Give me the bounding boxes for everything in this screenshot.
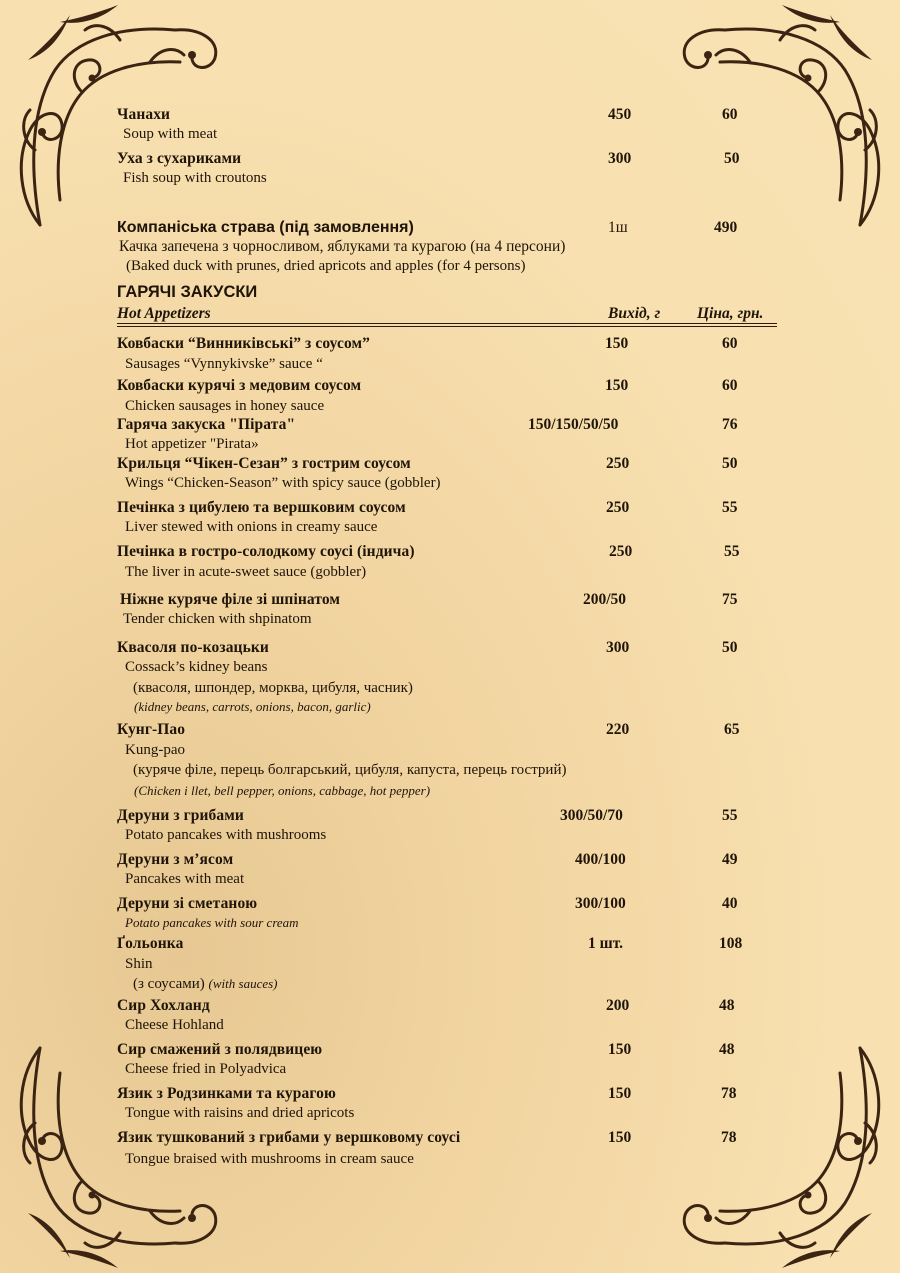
menu-item-name: Сир смажений з полядвицею — [117, 1041, 323, 1058]
menu-item-price: 50 — [722, 455, 738, 472]
menu-item-price: 50 — [724, 150, 740, 167]
menu-item-translation: The liver in acute-sweet sauce (gobbler) — [125, 564, 367, 580]
menu-item-name: Гаряча закуска "Пірата" — [117, 416, 296, 433]
menu-item-name: Уха з сухариками — [117, 150, 242, 167]
menu-item-ingredients — [133, 976, 278, 993]
company-dish-title: Компаніська страва (під замовлення) — [117, 219, 414, 236]
menu-item-weight: 150 — [608, 1085, 632, 1102]
menu-item-weight: 150 — [605, 377, 629, 394]
menu-item-weight: 150 — [608, 1129, 632, 1146]
menu-item-translation: Pancakes with meat — [125, 871, 245, 887]
menu-item-name: Кунг-Пао — [117, 721, 186, 738]
menu-item-translation: Cheese Hohland — [125, 1017, 224, 1033]
menu-item-name: Ковбаски “Винниківські” з соусом” — [117, 335, 371, 352]
menu-item-weight: 250 — [606, 499, 630, 516]
company-dish-description: Качка запечена з чорносливом, яблуками та курагою (на 4 персони) — [119, 238, 566, 255]
corner-ornament-top-left — [0, 0, 230, 230]
section-divider — [117, 323, 777, 327]
menu-item-translation: Chicken sausages in honey sauce — [125, 398, 325, 414]
menu-item-translation: Tender chicken with shpinatom — [123, 611, 312, 627]
menu-item-weight: 250 — [606, 455, 630, 472]
menu-item-ingredients-translation: (Chicken i llet, bell pepper, onions, cabbage, hot pepper) — [134, 783, 431, 798]
menu-item-weight: 150/150/50/50 — [528, 416, 619, 433]
menu-item-weight: 200/50 — [583, 591, 627, 608]
section-subtitle: Hot Appetizers — [117, 305, 211, 322]
menu-item-weight: 1 шт. — [588, 935, 624, 952]
section-title: ГАРЯЧІ ЗАКУСКИ — [117, 283, 258, 301]
menu-item-price: 75 — [722, 591, 738, 608]
menu-item-name: Чанахи — [117, 106, 171, 123]
menu-item-weight: 300/100 — [575, 895, 626, 912]
menu-item-name: Печінка в гостро-солодкому соусі (індича) — [117, 543, 415, 560]
menu-item-weight: 450 — [608, 106, 632, 123]
menu-item-ingredients-translation: (kidney beans, carrots, onions, bacon, garlic) — [134, 699, 371, 714]
menu-item-weight: 220 — [606, 721, 630, 738]
menu-item-price: 78 — [721, 1085, 737, 1102]
menu-item-ingredients-translation: (with sauces) — [208, 976, 278, 991]
menu-item-price: 48 — [719, 997, 735, 1014]
column-header-weight: Вихід, г — [608, 305, 661, 322]
company-dish-translation: (Baked duck with prunes, dried apricots and apples (for 4 persons) — [126, 258, 526, 274]
menu-item-ingredients: (квасоля, шпондер, морква, цибуля, часник) — [133, 680, 413, 696]
company-dish-price: 490 — [714, 219, 738, 236]
menu-item-translation: Cheese fried in Polyadvica — [125, 1061, 287, 1077]
menu-item-weight: 200 — [606, 997, 630, 1014]
menu-item-name: Деруни зі сметаною — [117, 895, 258, 912]
menu-item-price: 65 — [724, 721, 740, 738]
menu-item-price: 55 — [722, 807, 738, 824]
menu-item-weight: 300 — [608, 150, 632, 167]
menu-item-price: 76 — [722, 416, 738, 433]
menu-item-name: Ніжне куряче філе зі шпінатом — [120, 591, 341, 608]
menu-item-translation: Wings “Chicken-Season” with spicy sauce (gobbler) — [125, 475, 441, 491]
company-dish-weight: 1ш — [608, 219, 628, 236]
menu-item-ingredients-ua: (з соусами) — [133, 976, 205, 992]
menu-item-ingredients: (куряче філе, перець болгарський, цибуля, капуста, перець гострий) — [133, 762, 567, 778]
column-header-price: Ціна, грн. — [697, 305, 764, 322]
menu-item-translation: Shin — [125, 956, 153, 972]
menu-item-price: 40 — [722, 895, 738, 912]
menu-item-translation: Potato pancakes with sour cream — [125, 915, 299, 930]
menu-item-translation: Liver stewed with onions in creamy sauce — [125, 519, 378, 535]
menu-item-price: 49 — [722, 851, 738, 868]
menu-item-price: 50 — [722, 639, 738, 656]
menu-item-name: Деруни з грибами — [117, 807, 244, 824]
flourish-icon — [670, 0, 900, 230]
menu-item-price: 48 — [719, 1041, 735, 1058]
menu-item-price: 55 — [722, 499, 738, 516]
menu-item-name: Деруни з м’ясом — [117, 851, 234, 868]
menu-item-translation: Hot appetizer "Pirata» — [125, 436, 259, 452]
flourish-icon — [670, 1043, 900, 1273]
menu-item-name: Язик з Родзинками та курагою — [117, 1085, 336, 1102]
menu-item-name: Язик тушкований з грибами у вершковому соусі — [117, 1129, 461, 1146]
flourish-icon — [0, 0, 230, 230]
corner-ornament-top-right — [670, 0, 900, 230]
menu-item-price: 108 — [719, 935, 743, 952]
menu-item-translation: Sausages “Vynnykivske” sauce “ — [125, 356, 323, 372]
menu-item-weight: 300/50/70 — [560, 807, 623, 824]
corner-ornament-bottom-right — [670, 1043, 900, 1273]
menu-item-price: 60 — [722, 377, 738, 394]
menu-item-name: Сир Хохланд — [117, 997, 210, 1014]
menu-item-translation: Fish soup with croutons — [123, 170, 267, 186]
menu-item-name: Ковбаски курячі з медовим соусом — [117, 377, 362, 394]
menu-item-name: Ґольонка — [117, 935, 184, 952]
menu-item-weight: 150 — [605, 335, 629, 352]
menu-item-price: 78 — [721, 1129, 737, 1146]
menu-item-price: 55 — [724, 543, 740, 560]
menu-item-price: 60 — [722, 106, 738, 123]
menu-item-price: 60 — [722, 335, 738, 352]
menu-item-weight: 300 — [606, 639, 630, 656]
menu-item-translation: Kung-pao — [125, 742, 185, 758]
menu-item-weight: 400/100 — [575, 851, 626, 868]
menu-item-weight: 250 — [609, 543, 633, 560]
menu-item-weight: 150 — [608, 1041, 632, 1058]
menu-item-translation: Tongue braised with mushrooms in cream sauce — [125, 1151, 414, 1167]
menu-item-translation: Soup with meat — [123, 126, 218, 142]
menu-item-name: Квасоля по-козацьки — [117, 639, 269, 656]
menu-item-translation: Tongue with raisins and dried apricots — [125, 1105, 355, 1121]
menu-item-name: Печінка з цибулею та вершковим соусом — [117, 499, 406, 516]
menu-item-translation: Cossack’s kidney beans — [125, 659, 268, 675]
menu-item-translation: Potato pancakes with mushrooms — [125, 827, 327, 843]
menu-item-name: Крильця “Чікен-Сезан” з гострим соусом — [117, 455, 411, 472]
